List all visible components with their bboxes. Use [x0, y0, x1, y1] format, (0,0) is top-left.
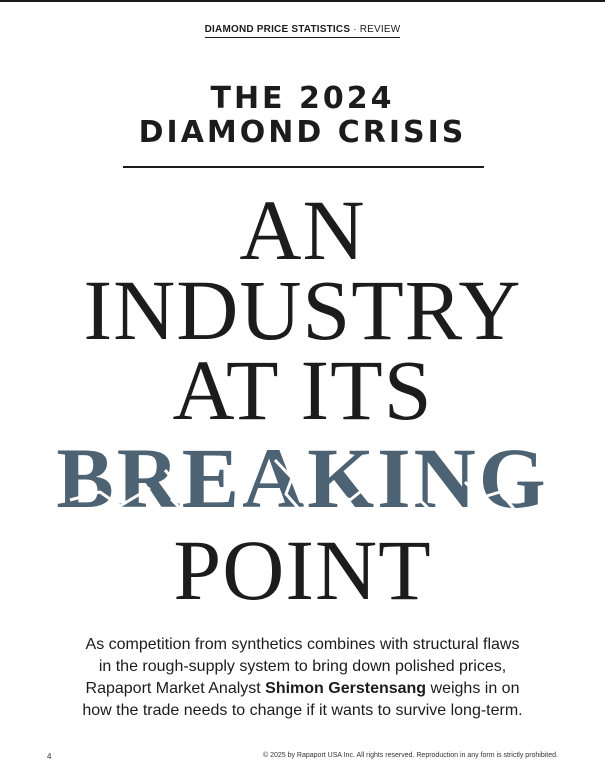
headline-line-4-breaking: BREAKING: [56, 430, 549, 526]
section-label-bold: DIAMOND PRICE STATISTICS: [204, 24, 351, 35]
deck-line-3-after: weighs in on: [426, 680, 520, 697]
kicker-line-2: DIAMOND CRISIS: [138, 115, 467, 150]
headline-line-2: INDUSTRY: [83, 262, 522, 358]
headline-line-5: POINT: [173, 522, 432, 618]
section-separator: ·: [350, 24, 360, 35]
deck-line-3: [40, 678, 565, 700]
copyright-notice: © 2025 by Rapaport USA Inc. All rights reserved. Reproduction in any form is strictly prohibited.: [262, 752, 558, 759]
page-number: 4: [47, 752, 52, 761]
kicker-rule: [123, 166, 484, 168]
headline-line-3: AT ITS: [172, 342, 433, 438]
headline-line-1: AN: [239, 182, 366, 278]
section-label: [0, 24, 605, 38]
crack-effect-overlay: [60, 440, 550, 530]
author-name: Shimon Gerstensang: [265, 680, 427, 697]
top-border-line: [0, 0, 605, 2]
section-label-light: REVIEW: [359, 24, 401, 35]
kicker-line-1: THE 2024: [210, 81, 395, 116]
deck-line-4: how the trade needs to change if it wants to survive long-term.: [82, 702, 523, 719]
deck-paragraph: [40, 634, 565, 722]
deck-line-3-before: Rapaport Market Analyst: [85, 680, 266, 697]
deck-line-1: As competition from synthetics combines with structural flaws: [85, 636, 520, 653]
deck-line-2: in the rough-supply system to bring down polished prices,: [98, 658, 507, 675]
